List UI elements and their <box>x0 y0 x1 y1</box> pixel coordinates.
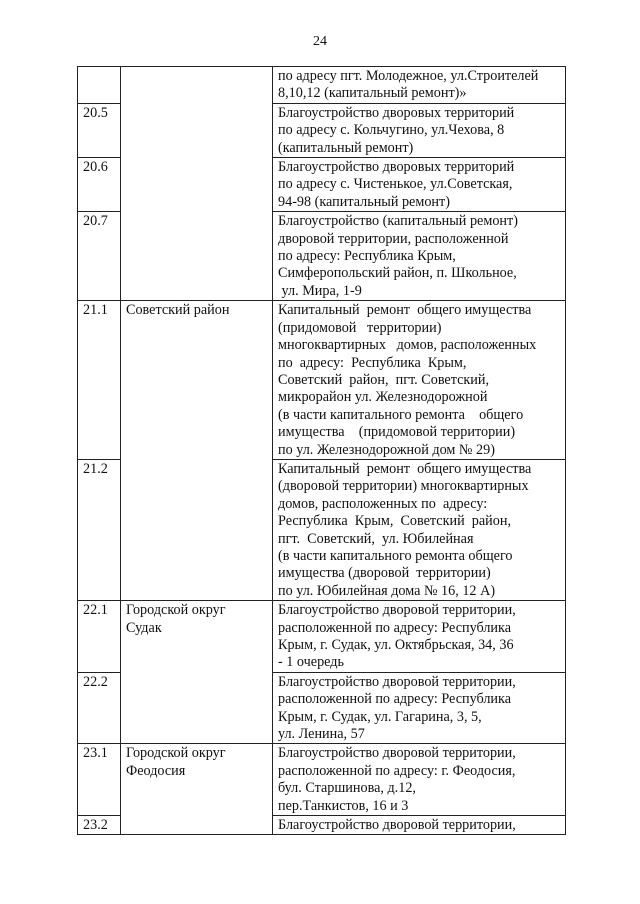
table-row <box>78 744 566 816</box>
description-cell <box>273 103 566 157</box>
description-cell <box>273 158 566 212</box>
description-line: по адресу с. Чистенькое, ул.Советская, <box>278 176 513 193</box>
description-line: Крым, г. Судак, ул. Гагарина, 3, 5, <box>278 708 482 725</box>
description-cell <box>273 212 566 301</box>
district-cell <box>121 744 273 835</box>
description-line: бул. Старшинова, д.12, <box>278 780 416 797</box>
table-row <box>78 301 566 460</box>
district-line: Советский район <box>126 302 230 319</box>
district-line: Городской округ <box>126 745 226 762</box>
description-cell <box>273 601 566 673</box>
description-cell <box>273 816 566 835</box>
page-number: 24 <box>313 34 327 49</box>
row-number: 23.1 <box>78 744 121 816</box>
description-line: пер.Танкистов, 16 и 3 <box>278 797 409 814</box>
description-line: по адресу пгт. Молодежное, ул.Строителей <box>278 68 539 84</box>
row-number: 22.1 <box>78 601 121 673</box>
description-line: Благоустройство (капитальный ремонт) <box>278 213 518 230</box>
description-cell <box>273 459 566 600</box>
district-cell <box>121 601 273 744</box>
description-line: по ул. Юбилейная дома № 16, 12 А) <box>278 582 496 599</box>
row-number: 22.2 <box>78 672 121 744</box>
description-line: - 1 очередь <box>278 654 344 671</box>
description-line: Симферопольский район, п. Школьное, <box>278 265 517 282</box>
description-line: дворовой территории, расположенной <box>278 230 509 247</box>
table-row <box>78 601 566 673</box>
description-line: многоквартирных домов, расположенных <box>278 337 537 354</box>
description-line: Капитальный ремонт общего имущества <box>278 460 532 477</box>
row-number: 20.5 <box>78 103 121 157</box>
description-line: 8,10,12 (капитальный ремонт)» <box>278 85 467 102</box>
description-line: (в части капитального ремонта общего <box>278 406 524 423</box>
description-line: Советский район, пгт. Советский, <box>278 371 490 388</box>
description-line: ул. Мира, 1-9 <box>278 282 362 299</box>
district-line: Судак <box>126 619 162 636</box>
description-cell <box>273 301 566 460</box>
description-line: Благоустройство дворовой территории, <box>278 817 516 834</box>
description-cell <box>273 744 566 816</box>
description-line: (в части капитального ремонта общего <box>278 547 513 564</box>
district-line: Городской округ <box>126 602 226 619</box>
row-number: 21.2 <box>78 459 121 600</box>
description-line: расположенной по адресу: Республика <box>278 619 511 636</box>
table-row <box>78 67 566 104</box>
row-number: 20.7 <box>78 212 121 301</box>
description-line: домов, расположенных по адресу: <box>278 495 488 512</box>
description-line: 94-98 (капитальный ремонт) <box>278 193 450 210</box>
district-line: Феодосия <box>126 762 186 779</box>
description-line: расположенной по адресу: г. Феодосия, <box>278 762 516 779</box>
district-cell <box>121 67 273 301</box>
description-line: Капитальный ремонт общего имущества <box>278 302 532 319</box>
description-line: ул. Ленина, 57 <box>278 726 365 743</box>
row-number: 23.2 <box>78 816 121 835</box>
description-line: по ул. Железнодорожной дом № 29) <box>278 441 495 458</box>
description-line: микрорайон ул. Железнодорожной <box>278 389 488 406</box>
description-line: (придомовой территории) <box>278 319 442 336</box>
description-line: пгт. Советский, ул. Юбилейная <box>278 530 474 547</box>
description-line: Республика Крым, Советский район, <box>278 513 511 530</box>
district-cell <box>121 301 273 601</box>
description-line: по адресу с. Кольчугино, ул.Чехова, 8 <box>278 122 505 139</box>
description-line: (капитальный ремонт) <box>278 139 414 156</box>
description-cell <box>273 67 566 104</box>
row-number <box>78 67 121 104</box>
document-table-body <box>78 67 566 835</box>
description-line: Благоустройство дворовой территории, <box>278 673 516 690</box>
row-number: 20.6 <box>78 158 121 212</box>
document-table <box>77 66 566 835</box>
description-line: расположенной по адресу: Республика <box>278 691 511 708</box>
description-cell <box>273 672 566 744</box>
description-line: имущества (придомовой территории) <box>278 424 516 441</box>
description-line: Благоустройство дворовой территории, <box>278 745 516 762</box>
row-number: 21.1 <box>78 301 121 460</box>
description-line: (дворовой территории) многоквартирных <box>278 478 529 495</box>
description-line: по адресу: Республика Крым, <box>278 248 456 265</box>
description-line: Благоустройство дворовой территории, <box>278 602 516 619</box>
description-line: Благоустройство дворовых территорий <box>278 104 515 121</box>
description-line: по адресу: Республика Крым, <box>278 354 467 371</box>
description-line: Благоустройство дворовых территорий <box>278 159 515 176</box>
description-line: имущества (дворовой территории) <box>278 565 491 582</box>
description-line: Крым, г. Судак, ул. Октябрьская, 34, 36 <box>278 637 514 653</box>
